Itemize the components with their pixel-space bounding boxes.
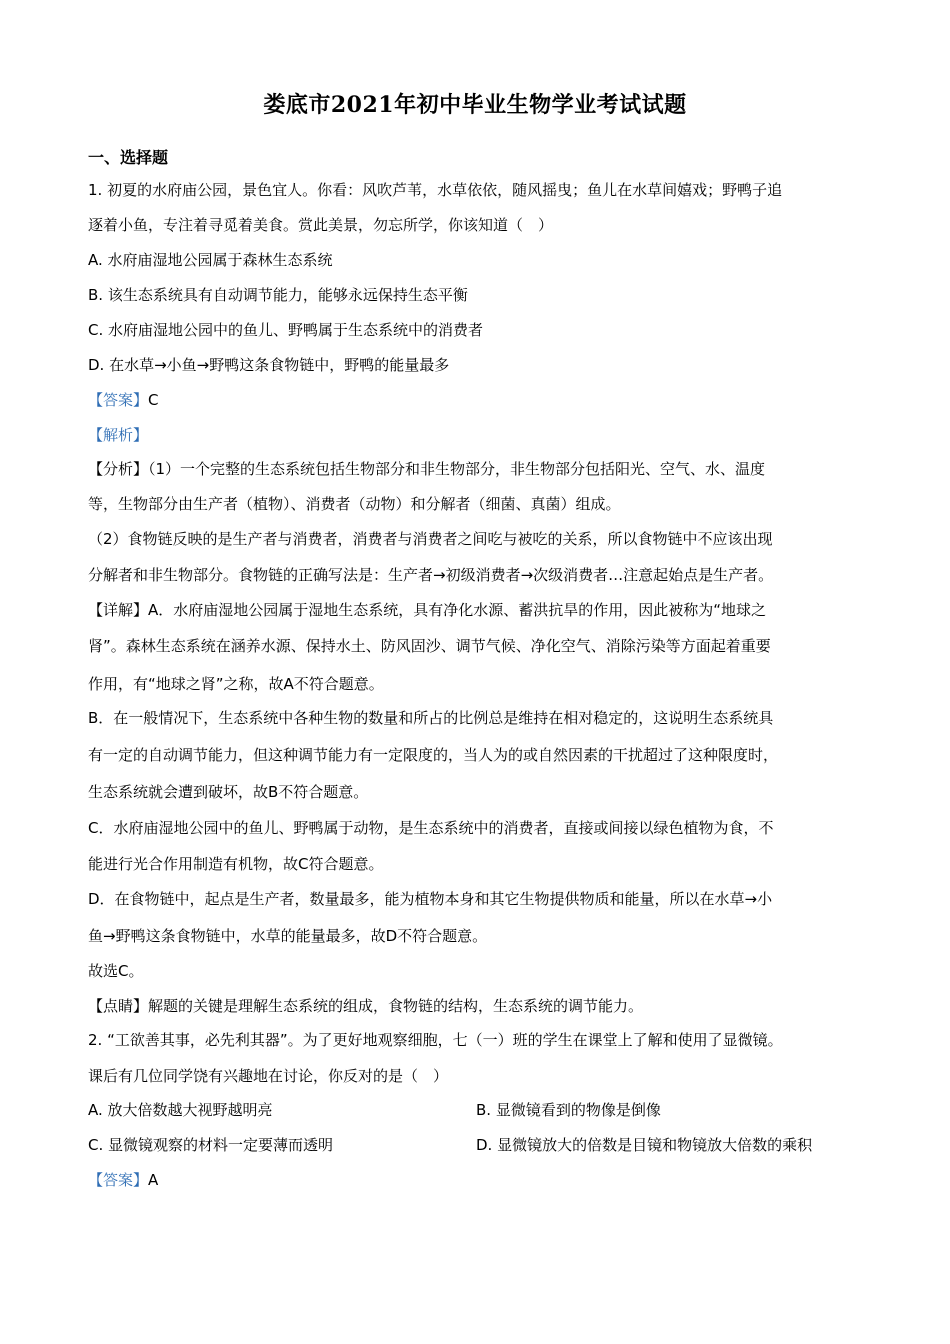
q2-answer	[88, 1170, 158, 1190]
answer-tag: 【答案】	[88, 1171, 149, 1189]
explanation-line: 故选C。	[88, 962, 144, 980]
explanation-line: B．在一般情况下，生态系统中各种生物的数量和所占的比例总是维持在相对稳定的，这说明生态系统具	[88, 709, 774, 727]
explanation-line: 有一定的自动调节能力，但这种调节能力有一定限度的，当人为的或自然因素的干扰超过了这种限度时，	[88, 746, 779, 764]
q1-stem-line: 1. 初夏的水府庙公园，景色宜人。你看：风吹芦苇，水草依依，随风摇曳；鱼儿在水草间嬉戏；野鸭子追	[88, 181, 783, 199]
explanation-line: 【点睛】解题的关键是理解生态系统的组成，食物链的结构，生态系统的调节能力。	[88, 997, 644, 1015]
explanation-line: C．水府庙湿地公园中的鱼儿、野鸭属于动物，是生态系统中的消费者，直接或间接以绿色植物为食，不	[88, 819, 774, 837]
explanation-line: D．在食物链中，起点是生产者，数量最多，能为植物本身和其它生物提供物质和能量，所以在水草→小	[88, 890, 773, 908]
q2-option-d: D. 显微镜放大的倍数是目镜和物镜放大倍数的乘积	[476, 1136, 813, 1154]
q1-option-a: A. 水府庙湿地公园属于森林生态系统	[88, 251, 333, 269]
explanation-line: 【详解】A．水府庙湿地公园属于湿地生态系统，具有净化水源、蓄洪抗旱的作用，因此被称为“地球之	[88, 601, 767, 619]
answer-value: A	[148, 1171, 159, 1189]
q2-option-b: B. 显微镜看到的物像是倒像	[476, 1101, 661, 1119]
explanation-line: （2）食物链反映的是生产者与消费者，消费者与消费者之间吃与被吃的关系，所以食物链中不应该出现	[88, 530, 773, 548]
q1-stem-line: 逐着小鱼，专注着寻觅着美食。赏此美景，勿忘所学，你该知道（ ）	[88, 216, 554, 234]
q1-option-b: B. 该生态系统具有自动调节能力，能够永远保持生态平衡	[88, 286, 468, 304]
explanation-line: 分解者和非生物部分。食物链的正确写法是：生产者→初级消费者→次级消费者…注意起始点是生产者。	[88, 566, 774, 584]
explanation-line: 【分析】（1）一个完整的生态系统包括生物部分和非生物部分，非生物部分包括阳光、空气、水、温度	[88, 460, 766, 478]
q2-stem-line: 课后有几位同学饶有兴趣地在讨论，你反对的是（ ）	[88, 1067, 449, 1085]
explanation-line: 作用，有“地球之肾”之称，故A不符合题意。	[88, 675, 384, 693]
q1-option-c: C. 水府庙湿地公园中的鱼儿、野鸭属于生态系统中的消费者	[88, 321, 484, 339]
section-heading: 一、选择题	[88, 148, 169, 167]
explanation-line: 生态系统就会遭到破坏，故B不符合题意。	[88, 783, 369, 801]
q2-option-c: C. 显微镜观察的材料一定要薄而透明	[88, 1136, 334, 1154]
explanation-line: 能进行光合作用制造有机物，故C符合题意。	[88, 855, 384, 873]
answer-tag: 【答案】	[88, 391, 149, 409]
analysis-tag: 【解析】	[88, 426, 149, 444]
q1-option-d: D. 在水草→小鱼→野鸭这条食物链中，野鸭的能量最多	[88, 356, 450, 374]
explanation-line: 等，生物部分由生产者（植物）、消费者（动物）和分解者（细菌、真菌）组成。	[88, 495, 621, 513]
q2-stem-line: 2. “工欲善其事，必先利其器”。为了更好地观察细胞，七（一）班的学生在课堂上了解和使用了显微镜。	[88, 1031, 783, 1049]
explanation-line: 鱼→野鸭这条食物链中，水草的能量最多，故D不符合题意。	[88, 927, 488, 945]
q2-option-a: A. 放大倍数越大视野越明亮	[88, 1101, 273, 1119]
page-title: 娄底市2021年初中毕业生物学业考试试题	[263, 92, 687, 118]
answer-value: C	[148, 391, 159, 409]
explanation-line: 肾”。森林生态系统在涵养水源、保持水土、防风固沙、调节气候、净化空气、消除污染等方面起着重要	[88, 637, 771, 655]
q1-answer	[88, 390, 159, 410]
